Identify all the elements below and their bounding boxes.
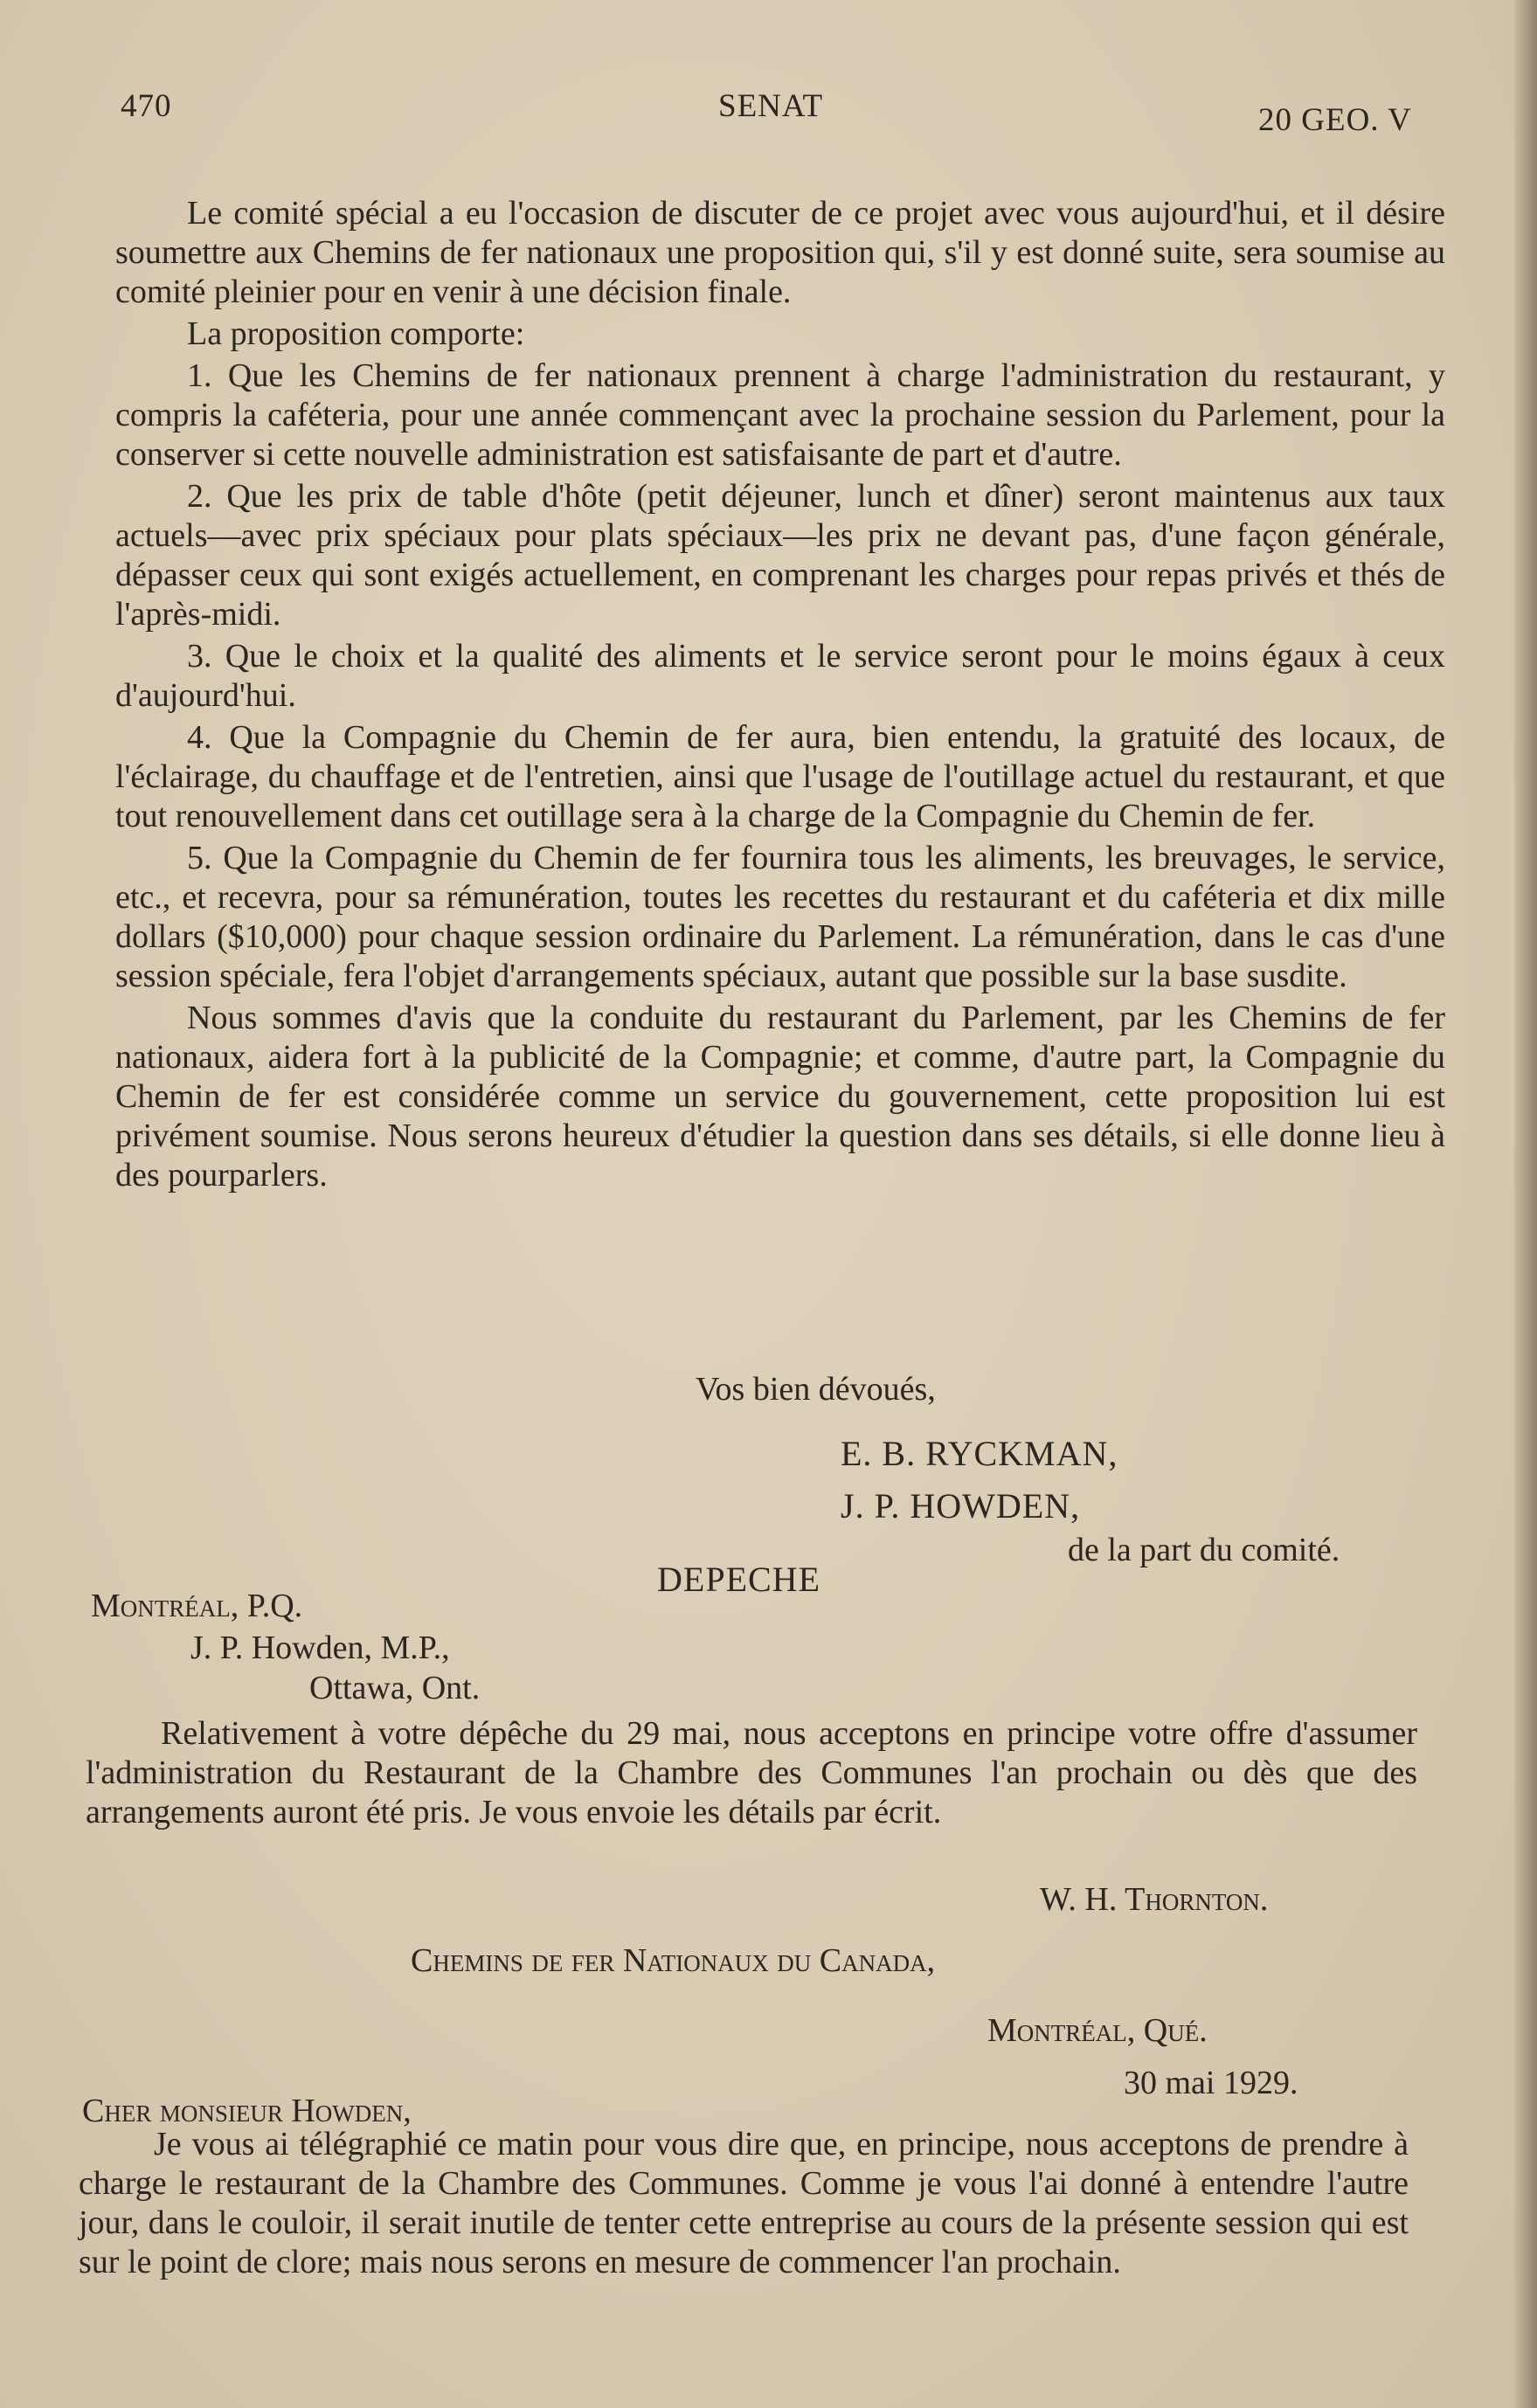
closing-salutation: Vos bien dévoués,: [696, 1371, 936, 1408]
telegram-signature: W. H. Thornton.: [1040, 1881, 1269, 1918]
telegram-addressee: J. P. Howden, M.P.,: [190, 1630, 450, 1666]
page-number: 470: [121, 88, 172, 124]
letterhead: Chemins de fer Nationaux du Canada,: [411, 1942, 936, 1979]
signer-ryckman: E. B. RYCKMAN,: [841, 1434, 1118, 1473]
letter-date: 30 mai 1929.: [1124, 2065, 1298, 2101]
running-title: SENAT: [718, 88, 824, 124]
item-2: 2. Que les prix de table d'hôte (petit déjeuner, lunch et dîner) seront maintenus aux taux actuels—avec prix spéciaux pour plats spéciaux—les prix ne devant pas, d'une façon générale, dépasser ceux qui sont exigés actuellement, en comprenant les charges pour repas privés et thés de l'après-midi.: [115, 478, 1445, 633]
item-4: 4. Que la Compagnie du Chemin de fer aura, bien entendu, la gratuité des locaux, de l'éclairage, du chauffage et de l'entretien, ainsi que l'usage de l'outillage actuel du restaurant, et que tout renouvellement dans cet outillage sera à la charge de la Compagnie du Chemin de fer.: [115, 719, 1445, 834]
letter-place: Montréal, Qué.: [987, 2012, 1208, 2049]
paragraph-intro: Le comité spécial a eu l'occasion de discuter de ce projet avec vous aujourd'hui, et il désire soumettre aux Chemins de fer nationaux une proposition qui, s'il y est donné suite, sera soumise au comité pleinier pour en venir à une décision finale.: [115, 195, 1445, 310]
item-5: 5. Que la Compagnie du Chemin de fer fournira tous les aliments, les breuvages, le service, etc., et recevra, pour sa rémunération, toutes les recettes du restaurant et du caféteria et dix mille dollars ($10,000) pour chaque session ordinaire du Parlement. La rémunération, dans le cas d'une session spéciale, fera l'objet d'arrangements spéciaux, autant que possible sur la base susdite.: [115, 840, 1445, 994]
signer-howden: J. P. HOWDEN,: [841, 1486, 1081, 1526]
telegram-heading: DEPECHE: [657, 1560, 820, 1599]
on-behalf-line: de la part du comité.: [1068, 1532, 1340, 1568]
telegram-body: Relativement à votre dépêche du 29 mai, nous acceptons en principe votre offre d'assumer l'administration du Restaurant de la Chambre des Communes l'an prochain ou dès que des arrangements auront été pris. Je vous envoie les détails par écrit.: [86, 1715, 1417, 1830]
letter-salutation: Cher monsieur Howden,: [82, 2093, 412, 2129]
item-3: 3. Que le choix et la qualité des aliments et le service seront pour le moins égaux à ceux d'aujourd'hui.: [115, 638, 1445, 714]
telegram-place: Montréal, P.Q.: [91, 1588, 303, 1624]
letter-body: Je vous ai télégraphié ce matin pour vous dire que, en principe, nous acceptons de prendre à charge le restaurant de la Chambre des Communes. Comme je vous l'ai donné à entendre l'autre jour, dans le couloir, il serait inutile de tenter cette entreprise au cours de la présente session qui est sur le point de clore; mais nous serons en mesure de commencer l'an prochain.: [79, 2126, 1409, 2280]
telegram-city: Ottawa, Ont.: [309, 1670, 481, 1706]
page-edge: [1514, 0, 1537, 2408]
session-label: 20 GEO. V: [1258, 102, 1412, 138]
paragraph-conclusion: Nous sommes d'avis que la conduite du restaurant du Parlement, par les Chemins de fer nationaux, aidera fort à la publicité de la Compagnie; et comme, d'autre part, la Compagnie du Chemin de fer est considérée comme un service du gouvernement, cette proposition lui est privément soumise. Nous serons heureux d'étudier la question dans ses détails, si elle donne lieu à des pourparlers.: [115, 1000, 1445, 1194]
item-1: 1. Que les Chemins de fer nationaux prennent à charge l'administration du restaurant, y compris la caféteria, pour une année commençant avec la prochaine session du Parlement, pour la conserver si cette nouvelle administration est satisfaisante de part et d'autre.: [115, 357, 1445, 473]
paragraph-proposition: La proposition comporte:: [187, 315, 525, 352]
page-header: [0, 87, 1537, 140]
report-body: [115, 194, 1445, 1198]
